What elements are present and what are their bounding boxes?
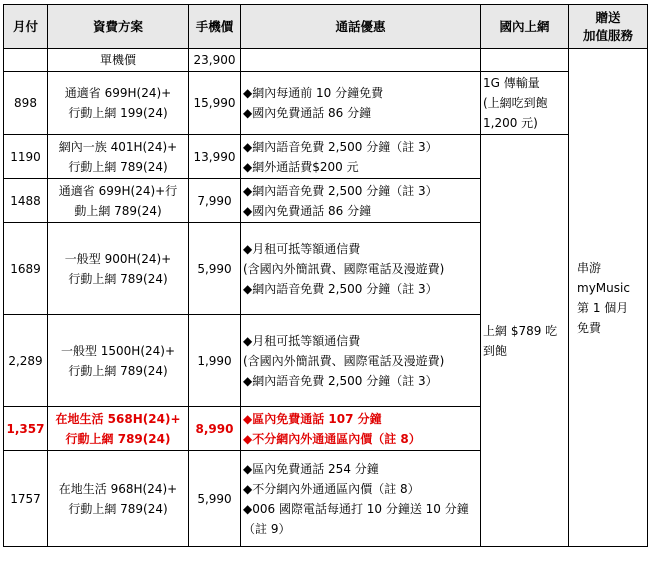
plan-name: 一般型 1500H(24)+ 行動上網 789(24) — [48, 315, 189, 407]
unit-price-row — [4, 49, 648, 72]
phone-price: 1,990 — [189, 315, 241, 407]
offer-line: ◆區內免費通話 107 分鐘 — [243, 411, 382, 426]
call-offers — [241, 179, 481, 223]
header-row — [4, 5, 648, 49]
call-offers — [241, 451, 481, 547]
phone-price: 7,990 — [189, 179, 241, 223]
offer-line: (含國內外簡訊費、國際電話及漫遊費) — [243, 353, 445, 368]
offer-line: ◆網內語音免費 2,500 分鐘（註 3） — [243, 139, 438, 154]
plan-name: 通適省 699H(24)+行 動上網 789(24) — [48, 179, 189, 223]
unit-price-offers-empty — [241, 49, 481, 72]
unit-price-value: 23,900 — [189, 49, 241, 72]
internet-unlimited: 上網 $789 吃到飽 — [481, 135, 569, 547]
plan-name: 一般型 900H(24)+ 行動上網 789(24) — [48, 223, 189, 315]
offer-line: ◆不分網內外通通區內價（註 8） — [243, 481, 420, 496]
offer-line: ◆網內語音免費 2,500 分鐘（註 3） — [243, 373, 438, 388]
phone-price: 5,990 — [189, 223, 241, 315]
monthly-fee: 2,289 — [4, 315, 48, 407]
offer-line: ◆月租可抵等額通信費 — [243, 333, 361, 348]
offer-line: ◆網內語音免費 2,500 分鐘（註 3） — [243, 281, 438, 296]
header-call-offers: 通話優惠 — [241, 5, 481, 49]
table-body — [4, 49, 648, 547]
offer-line: ◆國內免費通話 86 分鐘 — [243, 203, 372, 218]
unit-price-internet-empty — [481, 49, 569, 72]
call-offers — [241, 223, 481, 315]
internet-first: 1G 傳輸量 (上網吃到飽 1,200 元) — [481, 72, 569, 135]
unit-price-empty — [4, 49, 48, 72]
offer-line: ◆網外通話費$200 元 — [243, 159, 359, 174]
plan-name: 網內一族 401H(24)+ 行動上網 789(24) — [48, 135, 189, 179]
offer-line: ◆國內免費通話 86 分鐘 — [243, 106, 372, 120]
offer-line: ◆不分網內外通通區內價（註 8） — [243, 431, 421, 446]
plan-table — [3, 4, 648, 547]
table-row — [4, 135, 648, 179]
plan-name: 在地生活 568H(24)+ 行動上網 789(24) — [48, 407, 189, 451]
header-phone-price: 手機價 — [189, 5, 241, 49]
plan-name: 通適省 699H(24)+ 行動上網 199(24) — [48, 72, 189, 135]
monthly-fee: 1488 — [4, 179, 48, 223]
offer-line: ◆網內語音免費 2,500 分鐘（註 3） — [243, 183, 438, 198]
monthly-fee: 1190 — [4, 135, 48, 179]
offer-line: ◆區內免費通話 254 分鐘 — [243, 461, 379, 476]
offer-line: ◆月租可抵等額通信費 — [243, 241, 361, 256]
phone-price: 13,990 — [189, 135, 241, 179]
phone-price: 8,990 — [189, 407, 241, 451]
header-plan: 資費方案 — [48, 5, 189, 49]
phone-price: 5,990 — [189, 451, 241, 547]
plan-name: 在地生活 968H(24)+ 行動上網 789(24) — [48, 451, 189, 547]
call-offers — [241, 407, 481, 451]
header-domestic-internet: 國內上網 — [481, 5, 569, 49]
call-offers — [241, 135, 481, 179]
call-offers — [241, 72, 481, 135]
phone-price: 15,990 — [189, 72, 241, 135]
header-gift-service: 贈送 加值服務 — [569, 5, 648, 49]
monthly-fee: 1,357 — [4, 407, 48, 451]
header-monthly: 月付 — [4, 5, 48, 49]
table-row — [4, 72, 648, 135]
monthly-fee: 898 — [4, 72, 48, 135]
offer-line: ◆006 國際電話每通打 10 分鐘送 10 分鐘（註 9） — [243, 501, 469, 536]
gift-cell: 串游 myMusic 第 1 個月 免費 — [569, 49, 648, 547]
offer-line: (含國內外簡訊費、國際電話及漫遊費) — [243, 261, 445, 276]
call-offers — [241, 315, 481, 407]
monthly-fee: 1757 — [4, 451, 48, 547]
unit-price-label: 單機價 — [48, 49, 189, 72]
monthly-fee: 1689 — [4, 223, 48, 315]
offer-line: ◆網內每通前 10 分鐘免費 — [243, 86, 384, 100]
